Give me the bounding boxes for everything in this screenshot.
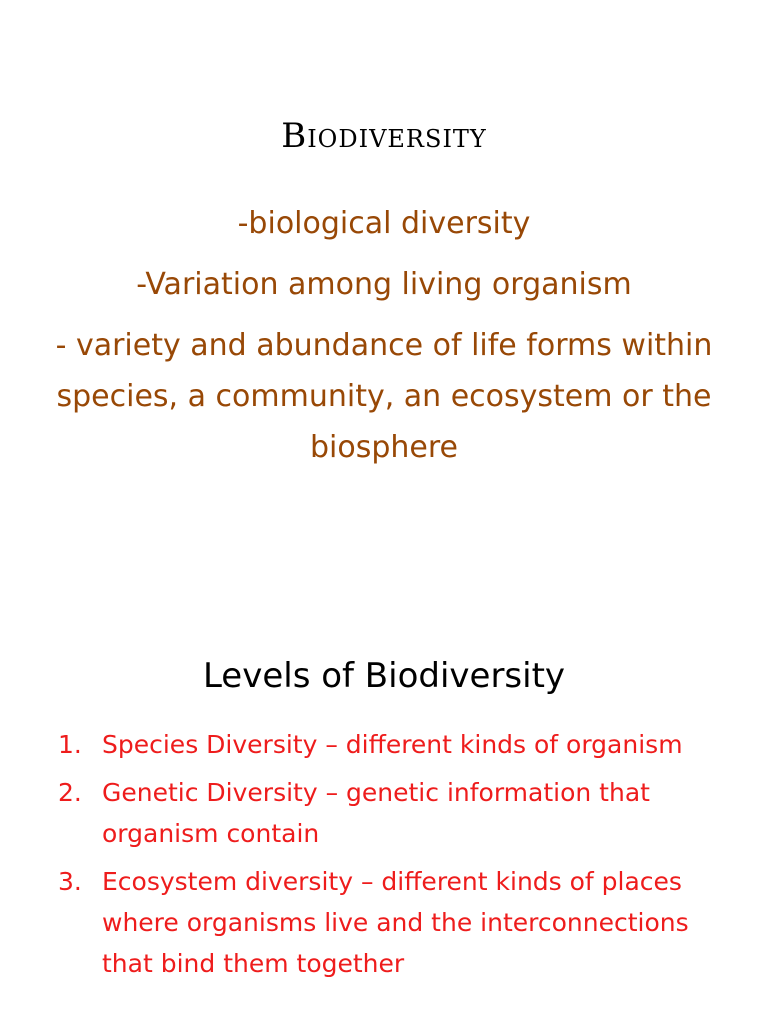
list-item bbox=[58, 724, 738, 765]
slide-title: Biodiversity bbox=[281, 116, 487, 156]
list-item-number: 1. bbox=[58, 730, 82, 759]
list-item bbox=[58, 772, 738, 854]
list-item-text: Genetic Diversity – genetic information that organism contain bbox=[102, 778, 650, 848]
list-item-text: Species Diversity – different kinds of organism bbox=[102, 730, 683, 759]
levels-list bbox=[58, 724, 738, 991]
slide-levels-of-biodiversity bbox=[0, 512, 768, 1024]
slide-body bbox=[40, 198, 728, 473]
list-item-text: Ecosystem diversity – different kinds of places where organisms live and the interconnections that bind them together bbox=[102, 867, 689, 978]
list-item-number: 2. bbox=[58, 778, 82, 807]
slide-title: Levels of Biodiversity bbox=[202, 656, 566, 696]
list-item bbox=[58, 861, 738, 984]
definition-line: -Variation among living organism bbox=[136, 267, 632, 302]
definition-line: - variety and abundance of life forms within species, a community, an ecosystem or the biosphere bbox=[55, 328, 713, 465]
definition-line: -biological diversity bbox=[237, 206, 531, 241]
list-item-number: 3. bbox=[58, 867, 82, 896]
